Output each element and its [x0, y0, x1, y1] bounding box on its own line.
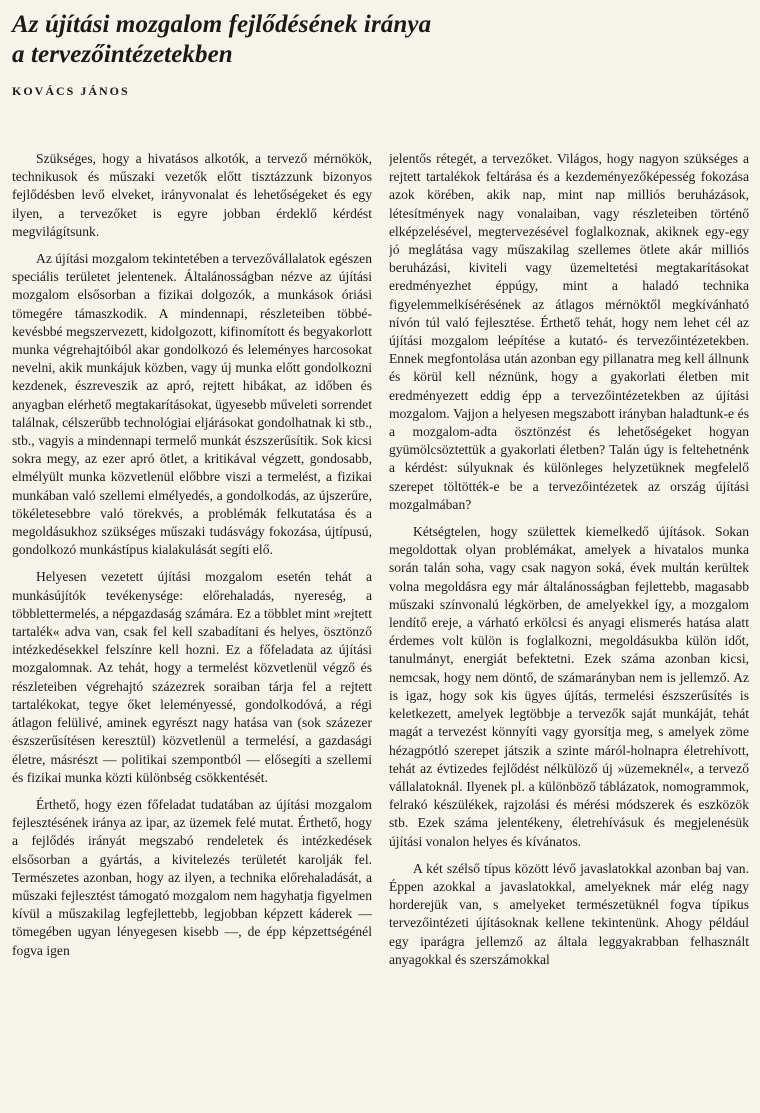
article-title-line-1: Az újítási mozgalom fejlődésének iránya: [12, 11, 432, 38]
paragraph-continued: jelentős rétegét, a tervezőket. Világos, hogy nagyon szükséges a rejtett tartalékok feltárása és a kezdeményezőképesség fokozása azok körében, akik nap, mint nap milliós beruházások, létesítmények nagy vonalaiban, vagy részleteiben történő elképzelésével, megtervezésével foglalkoznak, akiknek egy-egy jó meglátása vagy műszakilag szellemes ötlete akár milliós beruházási, kiviteli vagy üzemeltetési megtakarításokat eredményezhet éppúgy, mint a haladó technika figyelemmelkísérésének az átlagos mérnöktől megkívánható nívón túl való fejlesztése. Érthető tehát, hogy nem lehet cél az újítási mozgalom leépítése a kutató- és tervezőintézetekben. Ennek megfontolása után azonban egy pillanatra meg kell állnunk és körül kell néznünk, hogy a gyakorlati életben mit eredményezett eddig épp a tervezőintézetekben az újítási mozgalom. Vajjon a helyesen megszabott irányban haladtunk-e és a mozgalom-adta ösztönzést és lehetőségeket hogyan gyümölcsöztettük a gyakorlati életben? Talán úgy is feltehetnénk a kérdést: súlyuknak és különleges helyzetüknek megfelelő szerepet töltötték-e be a tervezőintézetek az ország újítási mozgalmában?: [389, 151, 749, 512]
paragraph: Kétségtelen, hogy születtek kiemelkedő újítások. Sokan megoldottak olyan problémákat, amelyek a hivatalos munka során talán soha, vagy csak nagyon soká, évek multán kerültek volna megoldásra egy már általánosságban fejlettebb, magasabb műszaki színvonalú légkörben, de amelyekkel így, a mozgalom lendítő ereje, a várható erkölcsi és anyagi elismerés hatása alatt érdemes volt külön is foglalkozni, megoldásukba külön időt, tanulmányt, energiát befektetni. Ezek száma azonban kicsi, nemcsak, hogy nem döntő, de számarányban nem is jellemző. Az is igaz, hogy sok kis ügyes újítás, termelési észszerűsítés is keletkezett, amelyek legtöbbje a tervezők saját munkáját, tehát magát a tervezést könnyíti vagy gyorsítja meg, s amelyek zöme hézagpótló szerepet játszik a szinte máról-holnapra életrehívott, tehát az évtizedes fejlődést nélkülöző új »üzemeknél«, a tervező vállalatoknál. Ilyenek pl. a különböző táblázatok, nomogrammok, felrakó készülékek, rajzolási és mérési módszerek és eszközök stb. Ezek száma jelentékeny, életrehívásuk és megjelenésük újítási vonalon helyes és kívánatos.: [389, 524, 749, 849]
article-title: [12, 10, 748, 70]
right-column: [389, 150, 749, 1108]
paragraph: Szükséges, hogy a hivatásos alkotók, a tervező mérnökök, technikusok és műszaki vezetők előtt tisztázzunk bizonyos fejlődésben levő elveket, irányvonalat és lehetőségeket és egy ilyen, a tervezőket is egyre jobban érdeklő kérdést megvilágítsunk.: [12, 151, 372, 239]
article-body: [12, 150, 749, 1108]
left-column: [12, 150, 372, 1108]
paragraph: Az újítási mozgalom tekintetében a tervezővállalatok egészen speciális területet jelentenek. Általánosságban nézve az újítási mozgalom elsősorban a fizikai dolgozók, a munkások óriási tömegére támaszkodik. A mindennapi, részleteiben többé-kevésbbé megszervezett, kidolgozott, kifinomított és begyakorlott munka végrehajtóiból akar gondolkozó és leleményes harcosokat nevelni, akik munkájuk közben, vagy új munka előtt gondolkozni kezdenek, észreveszik az apró, rejtett hibákat, az időben és anyagban elérhető megtakarításokat, ügyesebb műveleti sorrendet találnak, célszerűbb technológiai eljárásokat gondolhatnak ki stb., stb., vagyis a mindennapi termelő munkát észszerűsítik. Sok kicsi sokra megy, az ezer apró ötlet, a kritikával végzett, gondosabb, elmélyült munka közvetlenül előbbre viszi a termelést, a fizikai munkában való szellemi elmélyedés, a gondolkodás, az újszerűre, tökéletesebbre való törekvés, a problémák felkutatása és a megoldásukhoz szükséges műszaki tudásvágy fokozása, újtípusú, gondolkozó munkástípus kialakulását segíti elő.: [12, 251, 372, 558]
paragraph: A két szélső típus között lévő javaslatokkal azonban baj van. Éppen azokkal a javaslatokkal, amelyeknek már elég nagy horderejük van, s amelyeket természetüknél fogva típikus tervezőintézeti újításoknak kellene tekintenünk. Ahogy például egy iparágra jellemző az általa leggyakrabban felhasznált anyagokkal és szerszámokkal: [389, 860, 749, 967]
article-title-line-2: a tervezőintézetekben: [12, 41, 233, 68]
paragraph: Érthető, hogy ezen főfeladat tudatában az újítási mozgalom fejlesztésének iránya az ipar, az üzemek felé mutat. Érthető, hogy a fejlődés irányát megszabó rendeletek és intézkedések elsősorban a gyártás, a kivitelezés területét karolják fel. Természetes azonban, hogy az ilyen, a technika előrehaladását, a műszaki fejlesztést támogató mozgalom nem hagyhatja figyelmen kívül a műszakilag legfejlettebb, legjobban képzett káderek — tömegében ugyan lényegesen kisebb —, de épp képzettségénél fogva igen: [12, 796, 372, 958]
paragraph: Helyesen vezetett újítási mozgalom esetén tehát a munkásújítók tevékenysége: előrehaladás, nyereség, a többlettermelés, a népgazdaság számára. Ez a többlet mint »rejtett tartalék« adva van, csak fel kell szabadítani és helyes, ösztönző intézkedésekkel felszínre kell hozni. Ez a főfeladata az újítási mozgalomnak. Az tehát, hogy a termelést közvetlenül végző és részleteiben végrehajtó százezrek soraiban tárja fel a rejtett tartalékokat, tegye őket leleményessé, gondolkodóvá, a régi átlagon felülivé, aminek egyrészt nagy hatása van (sok százezer észszerűsítésen keresztül) közvetlenül a termelésí, a gazdasági életre, másrészt — politikai szempontból — elősegíti a szellemi és fizikai munka közti különbség csökkentését.: [12, 569, 372, 785]
article-author: KOVÁCS JÁNOS: [12, 84, 130, 98]
